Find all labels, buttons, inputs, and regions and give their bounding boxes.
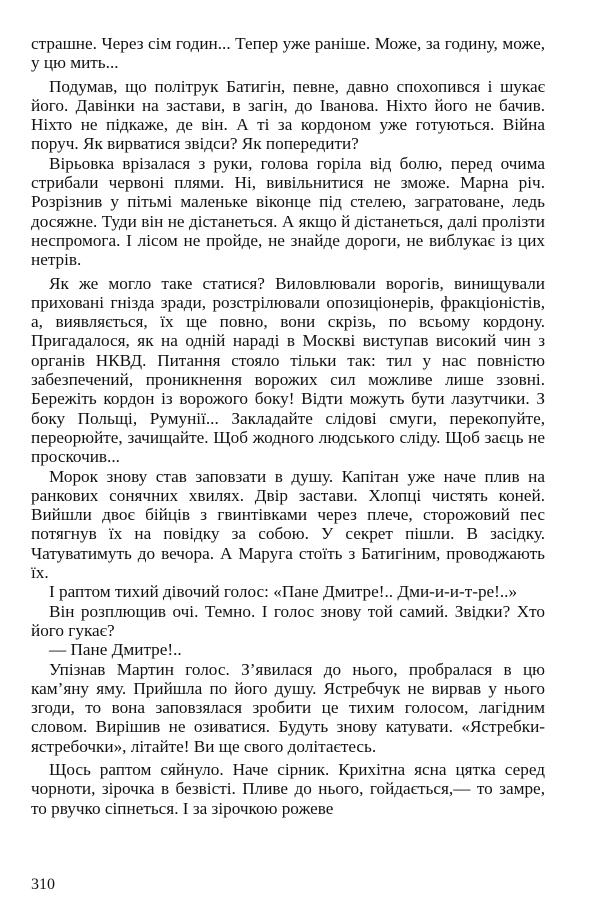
paragraph-5: Морок знову став заповзати в душу. Капітан уже наче плив на ранкових сонячних хвилях. Двір застави. Хлопці чистять коней. Вийшли двоє бійців з гвинтівками через плече, сторожовий пес потягнув їх на повідку за собою. У секрет пішли. В засідку. Чатуватимуть до вечора. А Маруга стоїть з Батигіним, проводжають їх. [31, 466, 545, 583]
paragraph-8: — Пане Дмитре!.. [49, 640, 182, 660]
paragraph-10: Щось раптом сяйнуло. Наче сірник. Крихітна ясна цятка серед чорноти, зірочка в безвісті. Пливе до нього, гойдається,— то замре, то рвучко сіпнеться. І за зірочкою рожеве [31, 759, 545, 818]
paragraph-1: страшне. Через сім годин... Тепер уже раніше. Може, за годину, може, у цю мить... [31, 34, 545, 73]
paragraph-4: Як же могло таке статися? Виловлювали ворогів, винищували приховані гнізда зради, розстрілювали опозиціонерів, фракціоністів, а, виявляється, їх ще повно, вони скрізь, по всьому кордону. Пригадалося, як на одній нараді в Москві виступав високий чин з органів НКВД. Питання стояло тільки так: тил у нас повністю забезпечений, проникнення ворожих сил можливе лише ззовні. Бережіть кордон із ворожого боку! Відти можуть бути лазутчики. З боку Польщі, Румунії... Закладайте слідові смуги, перекопуйте, переорюйте, зачищайте. Щоб жодного людського сліду. Щоб заєць не проскочив... [31, 273, 545, 467]
paragraph-3: Вірьовка врізалася з руки, голова горіла від болю, перед очима стрибали червоні плями. Ні, вивільнитися не зможе. Марна річ. Розрізнив у пітьмі маленьке віконце під стелею, загратоване, ледь досяжне. Туди він не дістанеться. А якщо й дістанеться, далі пролізти неспромога. І лісом не пройде, не знайде дороги, не виблукає із цих нетрів. [31, 153, 545, 270]
book-page [31, 34, 545, 818]
paragraph-9: Упізнав Мартин голос. З’явилася до нього, пробралася в цю кам’яну яму. Прийшла по його душу. Ястребчук не вирвав у нього згоди, то вона заповзялася зробити це тихим голосом, лагідним словом. Вирішив не озиватися. Будуть знову катувати. «Ястребки-ястребочки», літайте! Ви ще свого долітаєтесь. [31, 659, 545, 756]
paragraph-7: Він розплющив очі. Темно. І голос знову той самий. Звідки? Хто його гукає? [31, 601, 545, 640]
paragraph-2: Подумав, що політрук Батигін, певне, давно спохопився і шукає його. Давінки на застави, в загін, до Іванова. Ніхто його не бачив. Ніхто не підкаже, де він. А ті за кордоном уже готуються. Війна поруч. Як вирватися звідси? Як попередити? [31, 76, 545, 154]
page-number: 310 [31, 876, 55, 893]
paragraph-6: І раптом тихий дівочий голос: «Пане Дмитре!.. Дми-и-и-т-ре!..» [49, 582, 518, 602]
